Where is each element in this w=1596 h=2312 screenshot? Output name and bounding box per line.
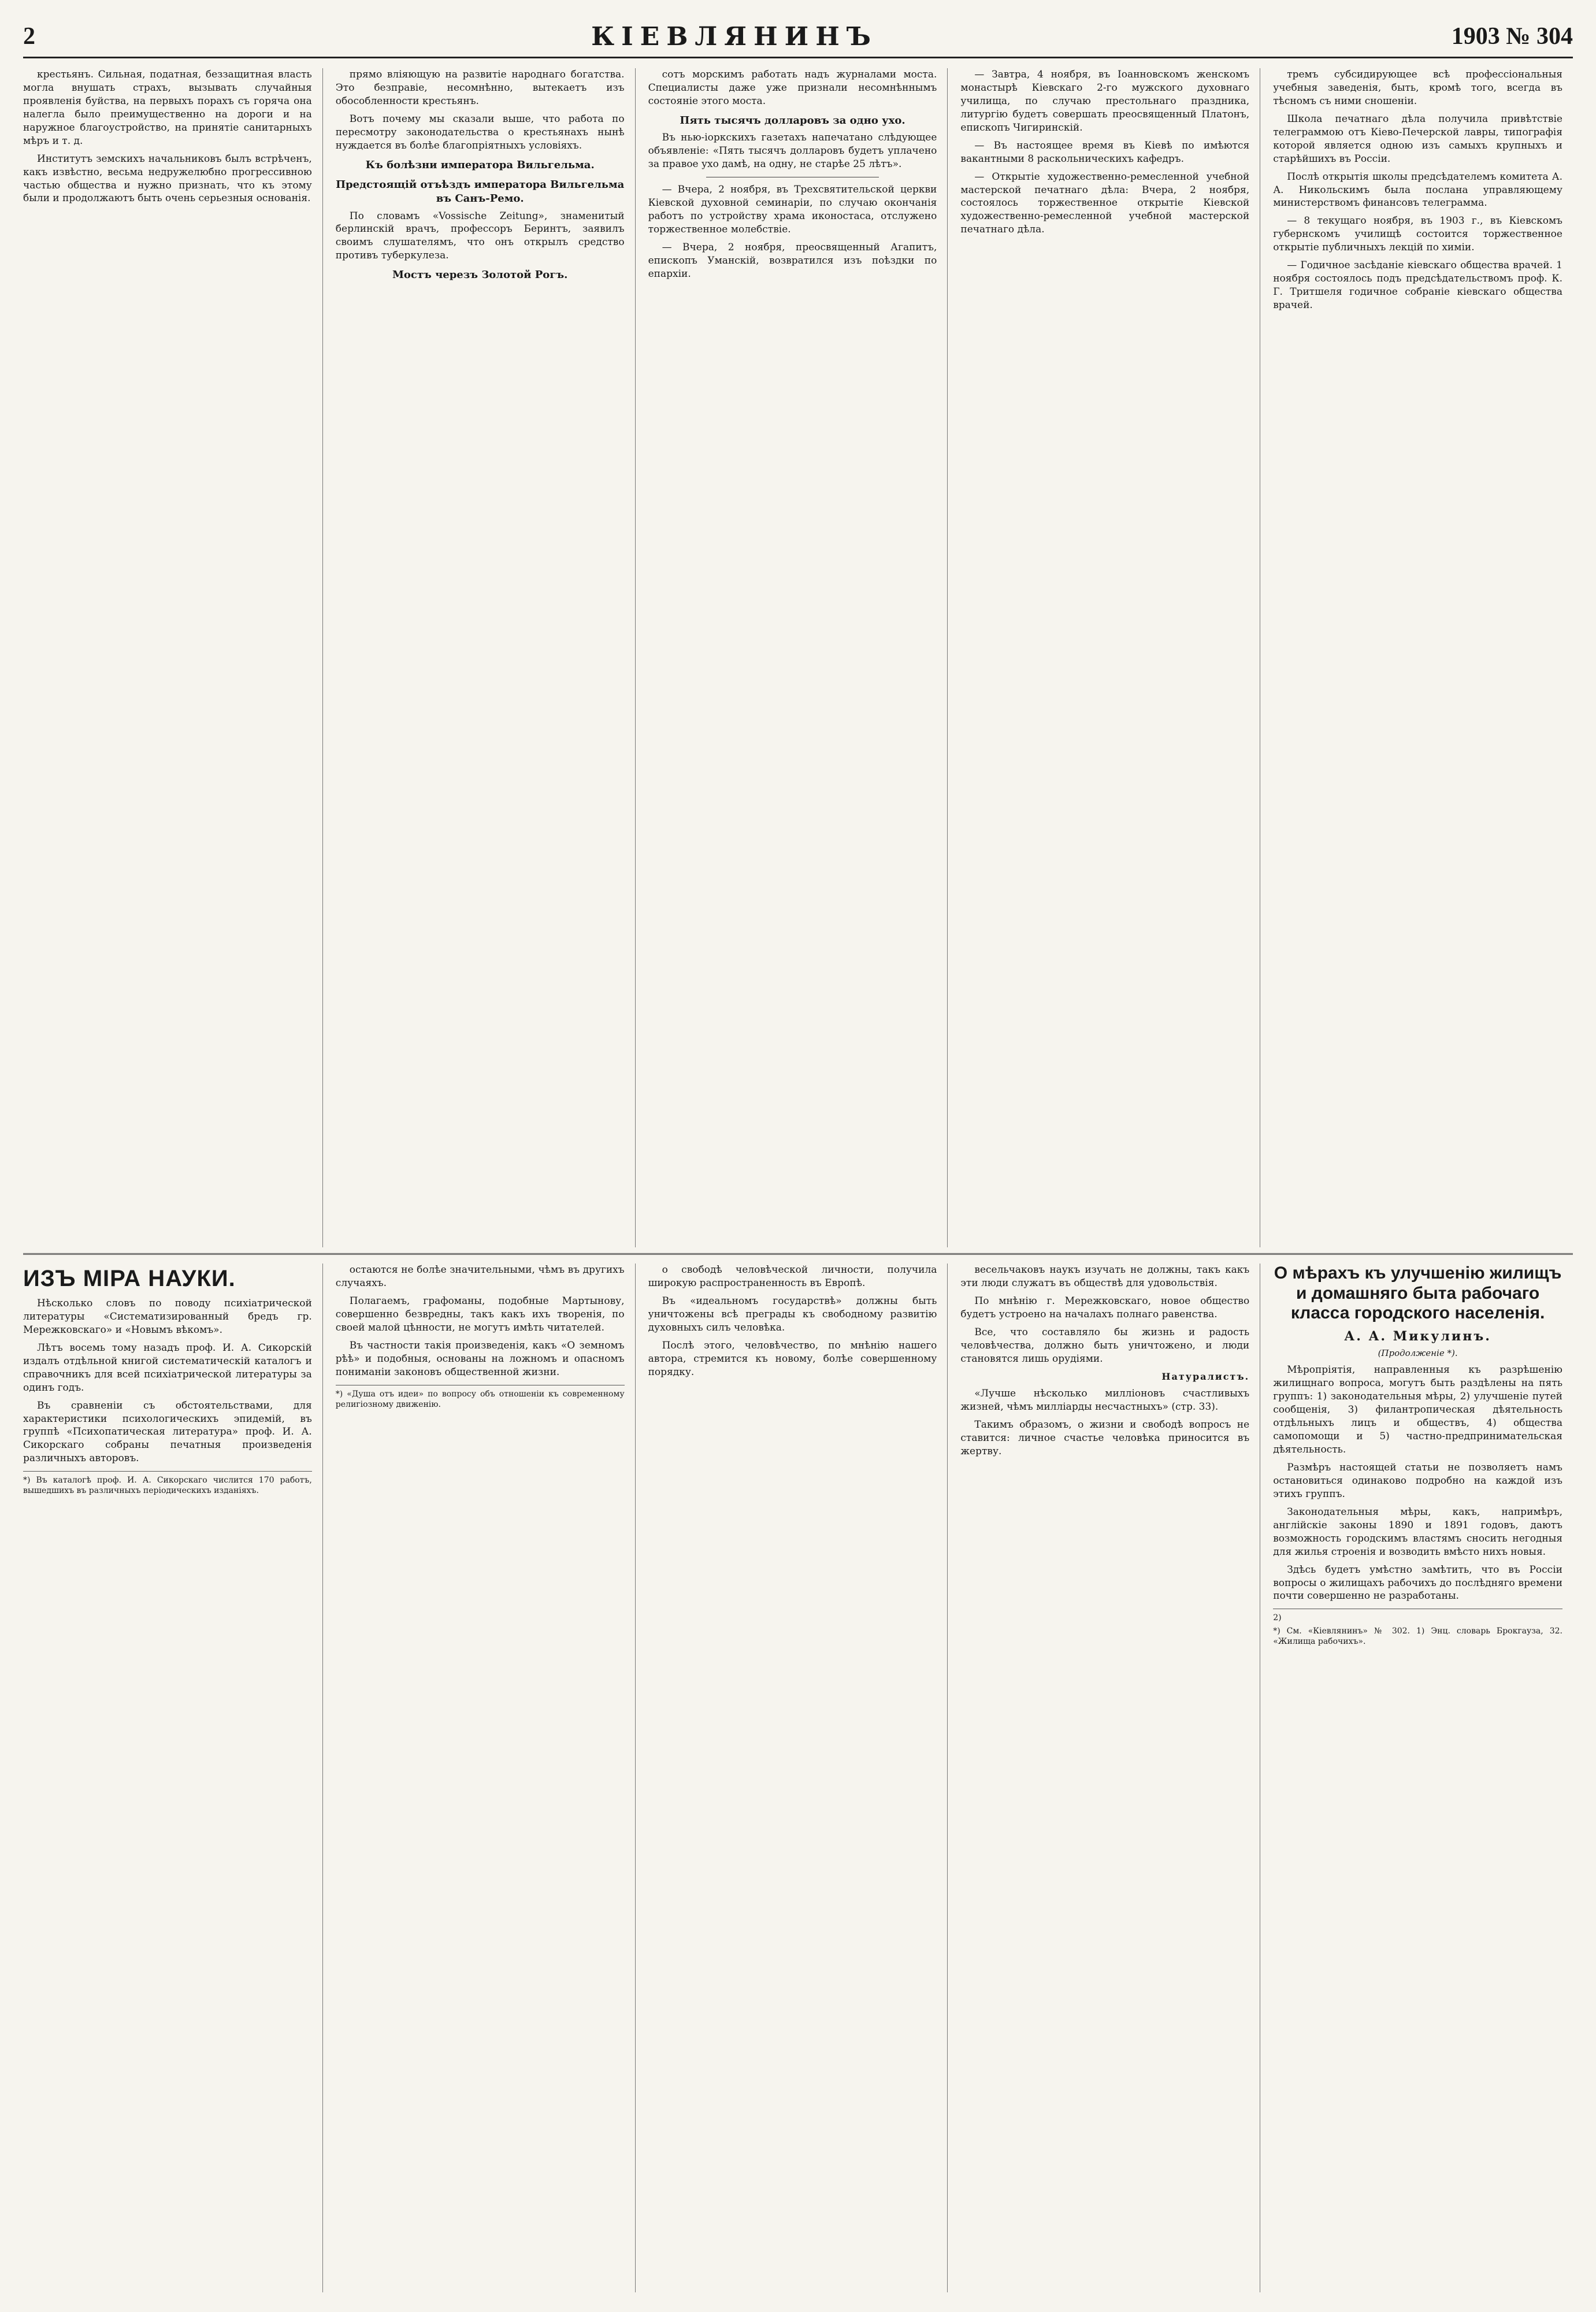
news-subhead: Мостъ черезъ Золотой Рогъ. [392,269,568,281]
article-paragraph: Въ сравненіи съ обстоятельствами, для характеристики психологическихъ эпидемій, въ группѣ «Психопатическая литература» проф. И. А. Сикорскаго собраны печатныя произведенія различныхъ авторовъ. [23,1399,312,1465]
science-headline: ИЗЪ МІРА НАУКИ. [23,1266,236,1291]
science-column-3 [648,1264,948,2292]
upper-column-4 [960,68,1260,1247]
science-column-4 [960,1264,1260,2292]
article-paragraph: По мнѣнію г. Мережковскаго, новое общество будетъ устроено на началахъ полнаго равенства. [960,1295,1250,1320]
article-paragraph: Институтъ земскихъ начальниковъ былъ встрѣченъ, какъ извѣстно, весьма недружелюбно прогрессивною частью общества и нужно признать, что къ этому были и продолжаютъ быть очень серьезныя основанія. [23,153,312,205]
housing-headline: О мѣрахъ къ улучшенію жилищъ и домашняго быта рабочаго класса городского населенія. [1274,1264,1562,1322]
news-paragraph: По словамъ «Vossische Zeitung», знаменитый берлинскій врачъ, профессоръ Беринтъ, заявилъ своимъ слушателямъ, что онъ открылъ средство противъ туберкулеза. [335,210,625,262]
section-divider [23,1253,1573,1255]
science-column-1 [23,1264,323,2292]
article-paragraph: Вотъ почему мы сказали выше, что работа по пересмотру законодательства о крестьянахъ нынѣ нуждается въ болѣе благопріятныхъ условіяхъ. [335,113,625,151]
article-paragraph: Здѣсь будетъ умѣстно замѣтить, что въ Россіи вопросы о жилищахъ рабочихъ до послѣдняго времени почти совершенно не разработаны. [1273,1563,1562,1602]
news-paragraph: — Вчера, 2 ноября, въ Трехсвятительской церкви Кіевской духовной семинаріи, по случаю окончанія работъ по устройству храма иконостаса, отслужено торжественное молебствіе. [648,183,937,235]
masthead [23,16,1573,58]
footnote [23,1471,312,1496]
article-paragraph: весельчаковъ наукъ изучать не должны, такъ какъ эти люди служатъ въ обществѣ для удовольствія. [960,1264,1250,1289]
article-paragraph: Полагаемъ, графоманы, подобные Мартынову, совершенно безвредны, такъ какъ ихъ творенія, по своей малой цѣнности, не могутъ имѣть читателей. [335,1295,625,1333]
article-paragraph: Законодательныя мѣры, какъ, напримѣръ, англійскіе законы 1890 и 1891 годовъ, даютъ возможность городскимъ властямъ сносить негодныя для жилья строенія и возводить вмѣсто нихъ новыя. [1273,1506,1562,1558]
upper-section [23,68,1573,1247]
footnote [1273,1609,1562,1647]
article-paragraph: о свободѣ человѣческой личности, получила широкую распространенность въ Европѣ. [648,1264,937,1289]
upper-column-3 [648,68,948,1247]
article-paragraph: Въ частности такія произведенія, какъ «О земномъ рѣѣ» и подобныя, основаны на ложномъ и опасномъ пониманіи законовъ общественной жизни. [335,1339,625,1378]
article-paragraph: Послѣ этого, человѣчество, по мнѣнію нашего автора, стремится къ новому, болѣе совершенному порядку. [648,1339,937,1378]
news-paragraph: тремъ субсидирующее всѣ профессіональныя учебныя заведенія, быть, кромѣ того, всегда въ тѣсномъ съ ними сношеніи. [1273,69,1562,107]
article-paragraph: Мѣропріятія, направленныя къ разрѣшенію жилищнаго вопроса, могутъ быть раздѣлены на пять группъ: 1) законодательныя мѣры, 2) улучшеніе путей сообщенія, 3) филантропическая дѣятельность отдѣльныхъ лицъ и обществъ, 4) общества самопомощи и 5) частно-предпринимательская дѣятельность. [1273,1364,1562,1456]
news-paragraph: сотъ морскимъ работать надъ журналами моста. Специалисты даже уже признали несомнѣннымъ состояніе этого моста. [648,69,937,107]
page-number: 2 [23,23,35,50]
upper-column-5 [1273,68,1573,1247]
housing-author: А. А. Микулинъ. [1344,1328,1491,1344]
article-paragraph: прямо влiяющую на развитіе народнаго богатства. Это безправіе, несомнѣнно, вытекаетъ изъ обособленности крестьянъ. [335,69,625,107]
newspaper-page [23,16,1573,2296]
science-column-2 [336,1264,636,2292]
article-paragraph: Размѣръ настоящей статьи не позволяетъ намъ остановиться одинаково подробно на каждой изъ этихъ группъ. [1273,1462,1562,1500]
news-paragraph: Школа печатнаго дѣла получила привѣтствіе телеграммою отъ Кіево-Печерской лавры, типографія которой является одною изъ самыхъ крупныхъ и старѣйшихъ въ Россіи. [1273,113,1562,165]
news-paragraph: Послѣ открытія школы предсѣдателемъ комитета А. А. Никольскимъ была послана управляющему министерствомъ финансовъ телеграмма. [1273,171,1562,209]
article-paragraph: Все, что составляло бы жизнь и радость человѣчества, должно быть уничтожено, и люди становятся лишь орудіями. [960,1326,1250,1365]
article-paragraph: «Лучше нѣсколько миллiоновъ счастливыхъ жизней, чѣмъ миллiарды несчастныхъ» (стр. 33). [960,1388,1250,1413]
upper-column-1 [23,68,323,1247]
footnote-text: *) Въ каталогѣ проф. И. А. Сикорскаго числится 170 работъ, вышедшихъ въ различныхъ періодическихъ изданіяхъ. [23,1476,312,1496]
signature: Натуралистъ. [1161,1370,1250,1382]
footnote-ref: 2) [1273,1613,1282,1623]
news-subhead: Предстоящій отъѣздъ императора Вильгельма въ Санъ-Ремо. [336,178,625,205]
article-paragraph: Нѣсколько словъ по поводу психіатрической литературы «Систематизированный бредъ гр. Мережковскаго» и «Новымъ вѣкомъ». [23,1298,312,1336]
news-paragraph: — Годичное засѣданіе кіевскаго общества врачей. 1 ноября состоялось подъ предсѣдательствомъ проф. К. Г. Тритшеля годичное собраніе кіевскаго общества врачей. [1273,260,1562,311]
news-paragraph: — Вчера, 2 ноября, преосвященный Агапитъ, епископъ Уманскій, возвратился изъ поѣздки по епархіи. [648,241,937,280]
news-paragraph: — Завтра, 4 ноября, въ Іоанновскомъ женскомъ монастырѣ Кіевскаго 2-го мужского духовнаго училища, по случаю престольнаго праздника, литургію будетъ совершать преосвященный Платонъ, епископъ Чигиринскій. [960,69,1250,134]
footnote [336,1385,625,1410]
upper-column-2 [336,68,636,1247]
news-subhead: Пять тысячъ долларовъ за одно ухо. [680,114,905,127]
article-paragraph: Въ «идеальномъ государствѣ» должны быть уничтожены всѣ преграды къ свободному развитію духовныхъ силъ человѣка. [648,1295,937,1333]
newspaper-title: КІЕВЛЯНИНЪ [591,21,878,51]
article-paragraph: остаются не болѣе значительными, чѣмъ въ другихъ случаяхъ. [335,1264,625,1289]
news-paragraph: Въ нью-іоркскихъ газетахъ напечатано слѣдующее объявленіе: «Пять тысячъ долларовъ будетъ уплачено за правое ухо дамѣ, на одну, не старѣе 25 лѣтъ». [648,132,937,170]
housing-column [1273,1264,1573,2292]
article-paragraph: крестьянъ. Сильная, податная, беззащитная власть могла внушать страхъ, вызывать случайныя проявленія буйства, на первыхъ порахъ съ горяча она налегла было преимущественно на дороги и на наружное благоустройство, на принятіе санитарныхъ мѣръ и т. д. [23,69,312,147]
article-paragraph: Лѣтъ восемь тому назадъ проф. И. А. Сикорскій издалъ отдѣльной книгой систематическій каталогъ и справочникъ для всей психіатрической литературы за одинъ годъ. [23,1342,312,1394]
lower-section [23,1264,1573,2292]
news-subhead: Къ болѣзни императора Вильгельма. [365,158,595,171]
article-paragraph: Такимъ образомъ, о жизни и свободѣ вопросъ не ставится: личное счастье человѣка приносится въ жертву. [960,1419,1250,1457]
news-paragraph: — Въ настоящее время въ Кіевѣ по имѣются вакантными 8 раскольническихъ кафедръ. [960,139,1250,165]
news-paragraph: — Открытіе художественно-ремесленной учебной мастерской печатнаго дѣла: Вчера, 2 ноября, состоялось торжественное открытіе Кіевской художественно-ремесленной учебной мастерской печатнаго дѣла. [960,171,1250,236]
footnote-text: *) «Душа отъ идеи» по вопросу объ отношеніи къ современному религіозному движенію. [335,1389,625,1409]
news-paragraph: — 8 текущаго ноября, въ 1903 г., въ Кіевскомъ губернскомъ училищѣ состоится торжественное открытіе публичныхъ лекцій по химіи. [1273,215,1562,254]
continuation-note: (Продолженіе *). [1378,1348,1458,1359]
issue-number: 1903 № 304 [1451,23,1573,50]
footnote-text: *) См. «Кіевлянинъ» № 302. 1) Энц. словарь Брокгауза, 32. «Жилища рабочихъ». [1273,1626,1562,1646]
